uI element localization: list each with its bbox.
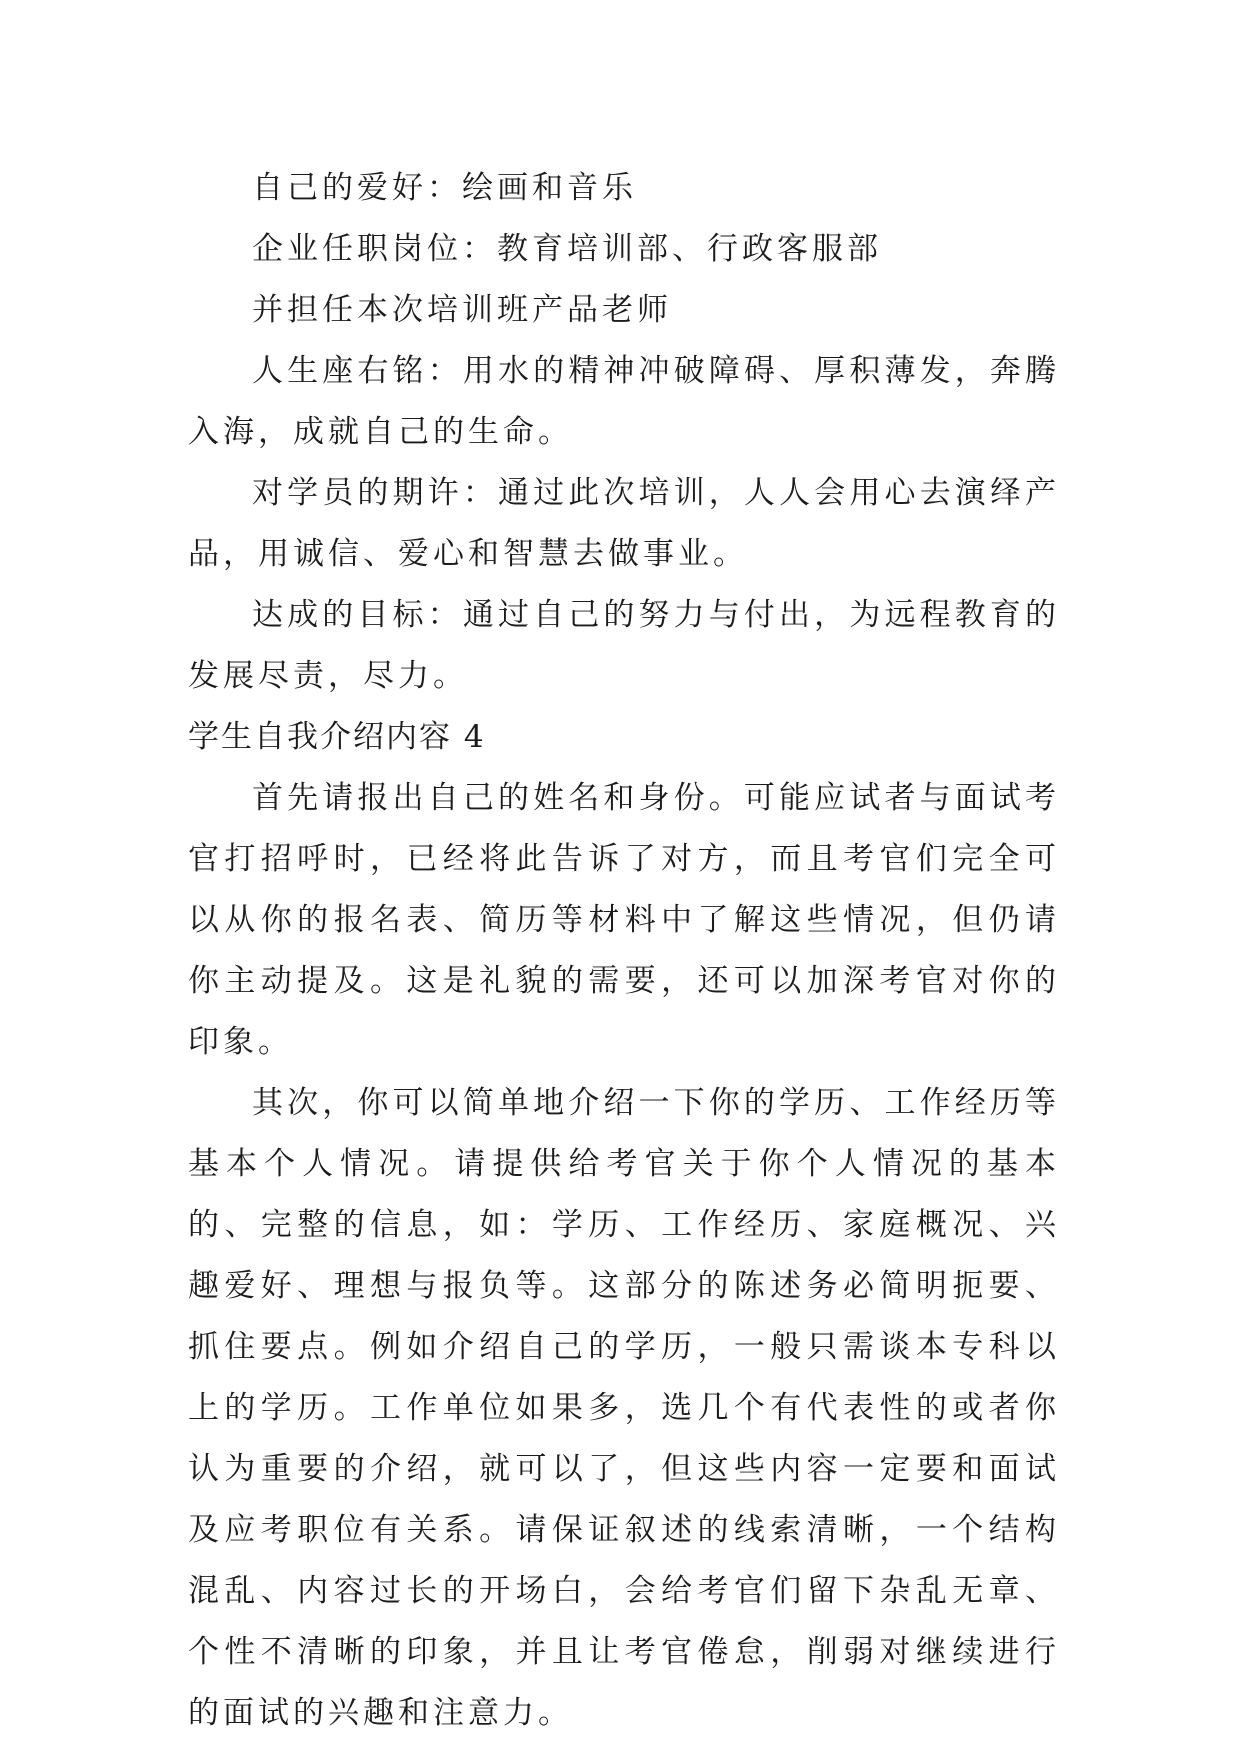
paragraph-hobbies: 自己的爱好：绘画和音乐 <box>252 170 637 206</box>
paragraph-intro-background: 其次，你可以简单地介绍一下你的学历、工作经历等基本个人情况。请提供给考官关于你个人情况的基本的、完整的信息，如：学历、工作经历、家庭概况、兴趣爱好、理想与报负等。这部分的陈述务必简明扼要、抓住要点。例如介绍自己的学历，一般只需谈本专科以上的学历。工作单位如果多，选几个有代表性的或者你认为重要的介绍，就可以了，但这些内容一定要和面试及应考职位有关系。请保证叙述的线索清晰，一个结构混乱、内容过长的开场白，会给考官们留下杂乱无章、个性不清晰的印象，并且让考官倦怠，削弱对继续进行的面试的兴趣和注意力。 <box>188 1085 1060 1731</box>
section-heading: 学生自我介绍内容 4 <box>188 719 486 755</box>
paragraph-expectation: 对学员的期许：通过此次培训，人人会用心去演绎产品，用诚信、爱心和智慧去做事业。 <box>188 475 1060 572</box>
paragraph-goal: 达成的目标：通过自己的努力与付出，为远程教育的发展尽责，尽力。 <box>188 597 1060 694</box>
paragraph-motto: 人生座右铭：用水的精神冲破障碍、厚积薄发，奔腾入海，成就自己的生命。 <box>188 353 1060 450</box>
document-body <box>188 158 1060 1744</box>
paragraph-job-position: 企业任职岗位：教育培训部、行政客服部 <box>252 231 882 267</box>
paragraph-intro-name: 首先请报出自己的姓名和身份。可能应试者与面试考官打招呼时，已经将此告诉了对方，而且考官们完全可以从你的报名表、简历等材料中了解这些情况，但仍请你主动提及。这是礼貌的需要，还可以加深考官对你的印象。 <box>188 780 1060 1060</box>
paragraph-trainer-role: 并担任本次培训班产品老师 <box>252 292 672 328</box>
